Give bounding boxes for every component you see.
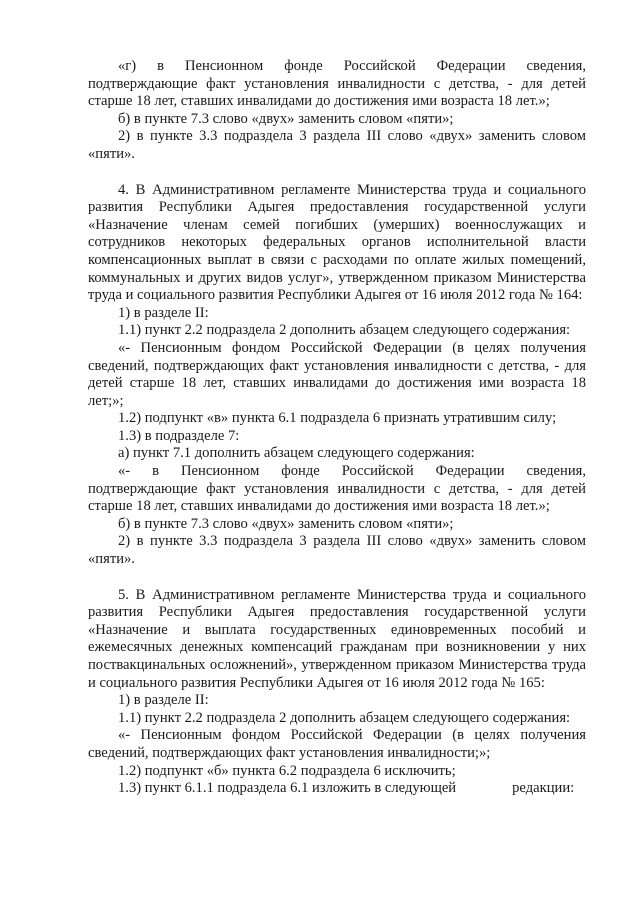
paragraph-2-item-3-3: 2) в пункте 3.3 подраздела 3 раздела III слово «двух» заменить словом «пяти».	[88, 128, 586, 162]
paragraph-a-item-7-1: а) пункт 7.1 дополнить абзацем следующего содержания:	[118, 445, 475, 462]
document-body	[88, 58, 586, 798]
paragraph-2-item-3-3-second: 2) в пункте 3.3 подраздела 3 раздела III слово «двух» заменить словом «пяти».	[88, 533, 586, 568]
paragraph-1-3-item-6-1-1	[88, 780, 586, 798]
paragraph-5-regulation-165: 5. В Административном регламенте Министерства труда и социального развития Республики Адыгея предоставления государственной услуги «Назначение и выплата государственных единовременных пособий и ежемесячных денежных компенсаций гражданам при возникновении у них поствакцинальных осложнений», утвержденном приказом Министерства труда и социального развития Республики Адыгея от 16 июля 2012 года № 165:	[88, 586, 586, 691]
section-gap	[88, 164, 586, 182]
last-line-left: 1.3) пункт 6.1.1 подраздела 6.1 изложить в следующей	[118, 780, 457, 797]
paragraph-pension-fund-info-quote: «- в Пенсионном фонде Российской Федерации сведения, подтверждающие факт установления инвалидности с детства, - для детей старше 18 лет, ставших инвалидами до достижения ими возраста 18 лет.»;	[88, 463, 586, 515]
paragraph-b-item-7-3: б) в пункте 7.3 слово «двух» заменить словом «пяти»;	[118, 110, 454, 127]
paragraph-4-regulation-164: 4. В Административном регламенте Министерства труда и социального развития Республики Адыгея предоставления государственной услуги «Назначение членам семей погибших (умерших) военнослужащих и сотрудников некоторых федеральных органов исполнительной власти компенсационных выплат в связи с расходами по оплате жилых помещений, коммунальных и других видов услуг», утвержденном приказом Министерства труда и социального развития Республики Адыгея от 16 июля 2012 года № 164:	[88, 181, 586, 304]
section-gap	[88, 569, 586, 587]
last-line-right: редакции:	[512, 780, 575, 797]
paragraph-1-2-item-6-1: 1.2) подпункт «в» пункта 6.1 подраздела 6 признать утратившим силу;	[118, 410, 557, 427]
paragraph-1-1-item-2-2: 1.1) пункт 2.2 подраздела 2 дополнить абзацем следующего содержания:	[118, 322, 571, 339]
paragraph-pension-fund-disability-quote: «- Пенсионным фондом Российской Федерации (в целях получения сведений, подтверждающих факт установления инвалидности;»;	[88, 727, 586, 761]
paragraph-1-1-item-2-2-third: 1.1) пункт 2.2 подраздела 2 дополнить абзацем следующего содержания:	[118, 709, 571, 726]
paragraph-pension-fund-quote: «- Пенсионным фондом Российской Федерации (в целях получения сведений, подтверждающих факт установления инвалидности с детства, - для детей старше 18 лет, ставших инвалидами до достижения ими возраста 18 лет;»;	[88, 339, 586, 409]
paragraph-b-item-7-3-second: б) в пункте 7.3 слово «двух» заменить словом «пяти»;	[118, 515, 454, 532]
paragraph-1-2-item-6-2: 1.2) подпункт «б» пункта 6.2 подраздела 6 исключить;	[118, 762, 456, 779]
paragraph-g-pension-fund-info: «г) в Пенсионном фонде Российской Федерации сведения, подтверждающие факт установления инвалидности с детства, - для детей старше 18 лет, ставших инвалидами до достижения ими возраста 18 лет.»;	[88, 58, 586, 110]
paragraph-1-3-subsection-7: 1.3) в подразделе 7:	[118, 427, 240, 444]
paragraph-1-section-ii-third: 1) в разделе II:	[118, 692, 209, 709]
paragraph-1-section-ii: 1) в разделе II:	[118, 304, 209, 321]
